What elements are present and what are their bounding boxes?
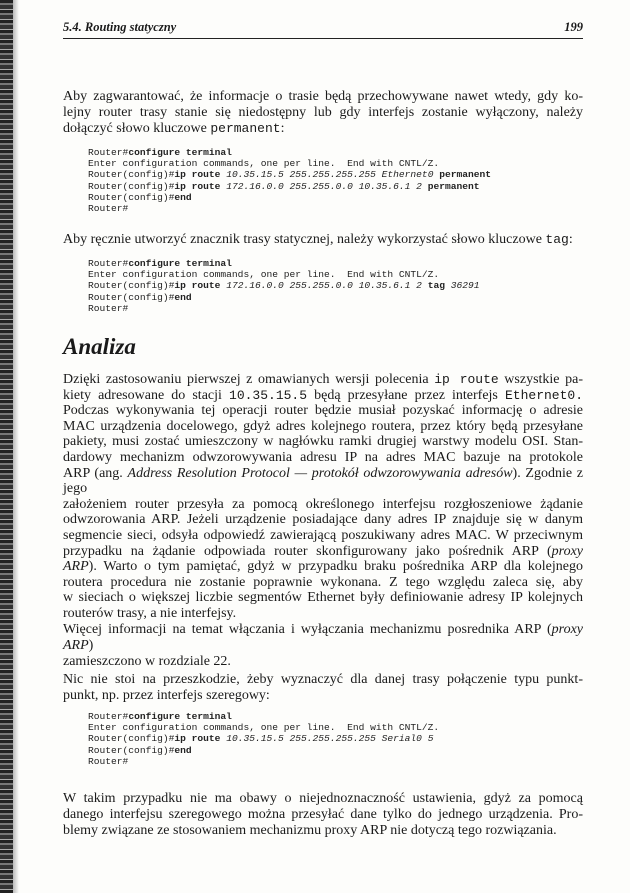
inline-code: 10.35.15.5 [229, 387, 308, 403]
code-run: Router# [88, 755, 129, 767]
text-run: ). Warto o tym pamiętać, gdyż w przypadku braku pośrednika ARP dla kolejnego [88, 559, 583, 575]
text-run: będą przesyłane przez interfejs [307, 387, 505, 403]
code-block-tag [88, 258, 480, 314]
code-line [88, 756, 439, 767]
text-run: proxy ARP [63, 622, 583, 654]
section-title: 5.4. Routing statyczny [63, 20, 177, 34]
code-run: permanent [427, 180, 480, 192]
text-line [63, 403, 583, 419]
paragraph-proxy-arp [63, 622, 583, 671]
text-run: lejny router trasy stanie się niedostępny lub gdy interfejs zostanie wyłączony, należy [63, 105, 583, 121]
code-run: configure terminal [128, 258, 232, 269]
text-run: Address Resolution Protocol — protokół odwzorowywania adresów [127, 465, 513, 481]
text-run: przypadku na żądanie odpowiada router skonfigurowany jako pośrednik ARP ( [63, 543, 552, 559]
text-line [63, 807, 583, 823]
text-run: założeniem router przesyła za pomocą określonego interfejsu rozgłoszeniowe żądanie [63, 496, 583, 512]
page-number: 199 [564, 20, 583, 34]
code-line [88, 169, 491, 180]
running-header [63, 20, 583, 39]
text-line [63, 559, 583, 575]
text-run: wszystkie pa- [498, 372, 583, 387]
text-line [63, 89, 583, 105]
text-run: ARP (ang. [63, 465, 128, 481]
text-line [63, 121, 583, 137]
text-line [63, 512, 583, 528]
text-run: zamieszczono w rozdziale 22. [63, 654, 231, 670]
code-line [88, 269, 480, 280]
code-line [88, 303, 480, 314]
code-line [88, 733, 439, 744]
text-line [63, 528, 583, 544]
code-line [88, 203, 491, 214]
text-line [63, 450, 583, 466]
code-line [88, 745, 439, 756]
text-line [63, 575, 583, 591]
text-line [63, 544, 583, 560]
code-run: Router(config)# [88, 280, 175, 292]
text-run: W takim przypadku nie ma obawy o niejednoznaczność ustawienia, gdyż za pomocą [63, 791, 583, 806]
code-run: ip route [174, 169, 227, 181]
text-run: Aby zagwarantować, że informacje o trasie będą przechowywane nawet wtedy, gdy ko- [63, 89, 583, 104]
text-run: Aby ręcznie utworzyć znacznik trasy statycznej, należy wykorzystać słowo kluczowe [63, 232, 546, 247]
code-line [88, 722, 439, 733]
code-run: configure terminal [128, 147, 232, 158]
code-run: Router(config)# [88, 744, 175, 756]
scan-shadow [13, 0, 19, 893]
code-block-permanent [88, 147, 491, 214]
text-run: punkt, np. przez interfejs szeregowy: [63, 688, 270, 704]
text-line [63, 419, 583, 435]
code-line [88, 192, 491, 203]
text-run: Więcej informacji na temat włączania i wyłączania mechanizmu posrednika ARP ( [63, 622, 552, 637]
code-run: 10.35.15.5 255.255.255.255 Serial0 5 [226, 733, 434, 745]
text-run: pakiety, musi zostać umieszczony w nagłówku ramki drugiej warstwy modelu OSI. Stan- [63, 434, 583, 450]
text-line [63, 622, 583, 654]
code-block-serial [88, 711, 439, 767]
code-line [88, 147, 491, 158]
code-run: configure terminal [128, 711, 232, 722]
code-line [88, 711, 439, 722]
text-run: segmencie sieci, odsyła odpowiedź zawierającą poszukiwany adres MAC. W przeciwnym [63, 527, 583, 543]
text-line [63, 388, 583, 404]
text-run: ) [88, 638, 94, 654]
text-line [63, 688, 583, 704]
code-run: Router(config)# [88, 291, 175, 303]
text-run: Dzięki zastosowaniu pierwszej z omawianych wersji polecenia [63, 372, 435, 387]
code-line [88, 181, 491, 192]
text-line [63, 105, 583, 121]
text-run: : [568, 232, 573, 247]
text-run: odwzorowania ARP. Jeżeli urządzenie posiadające dany adres IP znajduje się w danym [63, 512, 583, 528]
paragraph-point-to-point [63, 672, 583, 704]
code-run: 172.16.0.0 255.255.0.0 10.35.6.1 2 [226, 280, 428, 292]
text-run: MAC urządzenia docelowego, gdyż adres kolejnego routera, przez który będą przesyłane [63, 418, 583, 434]
code-run: Router(config)# [88, 733, 175, 745]
text-run: w sieciach o większej liczbie segmentów Ethernet były definiowanie adresy IP kolejnych [63, 590, 583, 606]
scan-binding-edge [0, 0, 13, 893]
text-line [63, 590, 583, 606]
text-run: ARP [63, 559, 89, 575]
text-run: ). Zgodnie z jego [63, 465, 584, 497]
code-run: 36291 [450, 280, 480, 292]
code-run: permanent [439, 169, 492, 181]
text-line [63, 672, 583, 688]
paragraph-analysis [63, 372, 583, 622]
code-run: Router# [88, 147, 129, 158]
text-run: routerów trasy, a nie interfejsy. [63, 605, 237, 621]
code-run: tag [427, 280, 451, 292]
code-run: 172.16.0.0 255.255.0.0 10.35.6.1 2 [226, 180, 428, 192]
code-run: ip route [174, 180, 227, 192]
code-run: Router# [88, 302, 129, 314]
code-run: Enter configuration commands, one per line. End with CNTL/Z. [88, 269, 440, 281]
text-run: kiety adresowane do stacji [63, 387, 230, 403]
text-run: dardowy mechanizm odwzorowywania adresu IP na adres MAC bazuje na protokole [63, 449, 583, 465]
code-run: Router(config)# [88, 191, 175, 203]
text-line [63, 466, 583, 497]
text-run: routera procedura nie zostanie poprawnie wykonana. Z tego względu zaleca się, aby [63, 574, 583, 590]
code-run: Enter configuration commands, one per line. End with CNTL/Z. [88, 722, 440, 734]
text-run: : [280, 121, 285, 137]
text-line [63, 372, 583, 388]
code-line [88, 258, 480, 269]
text-run: dołączyć słowo kluczowe [63, 121, 211, 137]
text-line [63, 232, 583, 248]
inline-code: permanent [210, 121, 281, 137]
code-run: Router(config)# [88, 180, 175, 192]
code-run: Router# [88, 711, 129, 722]
text-run: danego interfejsu szeregowego można przesyłać dane tylko do jednego urządzenia. Pro- [63, 807, 583, 823]
text-line [63, 654, 583, 670]
text-run: Nic nie stoi na przeszkodzie, żeby wyznaczyć dla danej trasy połączenie typu punkt- [63, 672, 583, 687]
inline-code: tag [545, 232, 569, 247]
paragraph-conclusion [63, 791, 583, 840]
code-run: ip route [174, 280, 227, 292]
text-line [63, 823, 583, 839]
text-line [63, 791, 583, 807]
inline-code: ip route [434, 372, 499, 387]
code-run: Enter configuration commands, one per line. End with CNTL/Z. [88, 158, 440, 170]
paragraph-tag [63, 232, 583, 248]
code-run: end [174, 291, 192, 303]
code-run: Router# [88, 258, 129, 269]
paragraph-permanent [63, 89, 583, 138]
text-run: Podczas wykonywania tej operacji router będzie musiał pozyskać informację o adresie [63, 403, 583, 419]
text-line [63, 497, 583, 513]
code-run: Router(config)# [88, 169, 175, 181]
text-line [63, 606, 583, 622]
section-heading: Analiza [63, 334, 136, 359]
code-line [88, 158, 491, 169]
code-line [88, 292, 480, 303]
code-run: ip route [174, 733, 227, 745]
code-line [88, 280, 480, 291]
text-line [63, 434, 583, 450]
inline-code: Ethernet0. [504, 387, 583, 403]
code-run: 10.35.15.5 255.255.255.255 Ethernet0 [226, 169, 440, 181]
code-run: Router# [88, 203, 129, 215]
text-run: blemy związane ze stosowaniem mechanizmu proxy ARP nie dotyczą tego rozwiązania. [63, 823, 557, 839]
code-run: end [174, 191, 192, 203]
text-run: proxy [551, 543, 583, 559]
code-run: end [174, 744, 192, 756]
